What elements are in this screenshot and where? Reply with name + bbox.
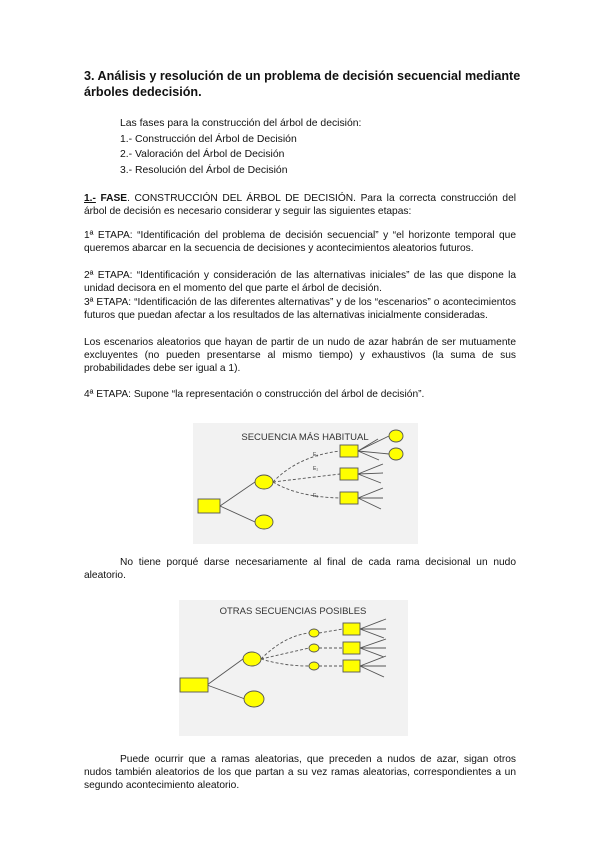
- phase-item: 1.- Construcción del Árbol de Decisión: [120, 133, 297, 145]
- decision-node: [343, 623, 360, 635]
- chance-node: [309, 662, 319, 670]
- decision-node: [198, 499, 220, 513]
- figure-otras-secuencias: [179, 600, 408, 736]
- etapa-1: 1ª ETAPA: “Identificación del problema de decisión secuencial” y “el horizonte temporal que queremos abarcar en la secuencia de decisiones y acontecimientos aleatorios futuros.: [84, 230, 516, 255]
- figure2-title: OTRAS SECUENCIAS POSIBLES: [219, 606, 367, 617]
- figure1-title: SECUENCIA MÁS HABITUAL: [241, 432, 369, 443]
- chance-node: [255, 475, 273, 489]
- decision-node: [343, 660, 360, 672]
- e2-label: E₂: [313, 466, 319, 472]
- chance-node: [309, 629, 319, 637]
- section-title: 3. Análisis y resolución de un problema de decisión secuencial mediante árboles dedecisión.: [84, 69, 521, 99]
- chance-node: [243, 652, 261, 666]
- phases-list: [120, 116, 361, 178]
- e3-label: E₃: [313, 493, 319, 499]
- chance-node: [389, 448, 403, 460]
- decision-node: [340, 468, 358, 480]
- etapa-4: 4ª ETAPA: Supone “la representación o construcción del árbol de decisión”.: [84, 389, 425, 400]
- fase1-heading: . CONSTRUCCIÓN DEL ÁRBOL DE DECISIÓN.: [127, 193, 356, 204]
- note-1: No tiene porqué darse necesariamente al final de cada rama decisional un nudo aleatorio.: [84, 557, 516, 582]
- decision-node: [340, 445, 358, 457]
- chance-node: [389, 430, 403, 442]
- figure-background: [179, 600, 408, 736]
- fase1-label: FASE: [95, 193, 128, 204]
- figure-secuencia-habitual: [193, 423, 418, 544]
- note-2: Puede ocurrir que a ramas aleatorias, que preceden a nudos de azar, sigan otros nudos también aleatorios de los que partan a su vez ramas aleatorias, correspondientes a un segundo acontecimiento aleatorio.: [84, 754, 516, 792]
- chance-node: [255, 515, 273, 529]
- chance-node: [309, 644, 319, 652]
- fase1-text: Para la correcta construcción del árbol de decisión es necesario considerar y seguir las siguientes etapas:: [84, 193, 516, 218]
- etapa-3: 3ª ETAPA: “Identificación de las diferentes alternativas” y de los “escenarios” o acontecimientos futuros que puedan afectar a los resultados de las alternativas inicialmente consideradas.: [84, 297, 516, 322]
- decision-node: [340, 492, 358, 504]
- phase-item: 2.- Valoración del Árbol de Decisión: [120, 149, 285, 160]
- escenarios-paragraph: Los escenarios aleatorios que hayan de partir de un nudo de azar habrán de ser mutuamente excluyentes (no pueden presentarse al mismo tiempo) y exhaustivos (la suma de sus probabilidades debe ser igual a 1).: [84, 337, 516, 375]
- e1-label: E₁: [313, 452, 319, 458]
- fase1-number: 1.-: [84, 193, 96, 204]
- fase1-paragraph: [84, 192, 516, 218]
- phases-intro: Las fases para la construcción del árbol de decisión:: [120, 118, 362, 129]
- etapa-2: 2ª ETAPA: “Identificación y consideración de las alternativas iniciales” de las que dispone la unidad decisora en el momento del que parte el árbol de decisión.: [84, 270, 516, 295]
- chance-node: [244, 691, 264, 707]
- decision-node: [343, 642, 360, 654]
- phase-item: 3.- Resolución del Árbol de Decisión: [120, 164, 288, 176]
- decision-node: [180, 678, 208, 692]
